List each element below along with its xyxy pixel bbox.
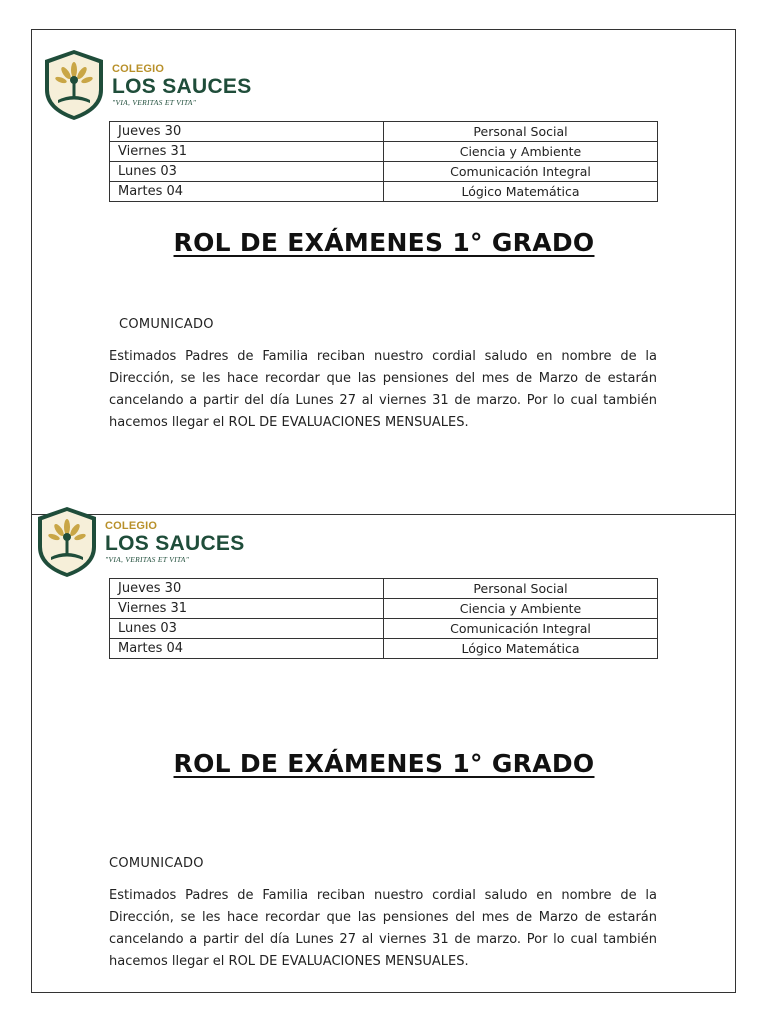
exam-schedule-table — [109, 121, 658, 202]
logo-motto: "VIA, VERITAS ET VITA" — [112, 97, 197, 107]
table-row — [110, 142, 658, 162]
school-logo — [42, 48, 252, 122]
school-crest-icon — [35, 505, 99, 579]
logo-school-name: LOS SAUCES — [112, 74, 252, 98]
table-row — [110, 162, 658, 182]
page-title: ROL DE EXÁMENES 1° GRADO — [173, 228, 595, 257]
notice-heading: COMUNICADO — [119, 317, 214, 332]
exam-schedule-table — [109, 578, 658, 659]
exam-day: Jueves 30 — [110, 579, 384, 599]
exam-subject: Comunicación Integral — [384, 619, 658, 639]
exam-subject: Lógico Matemática — [384, 182, 658, 202]
table-row — [110, 122, 658, 142]
table-row — [110, 619, 658, 639]
logo-school-label: COLEGIO — [112, 62, 165, 75]
table-row — [110, 579, 658, 599]
logo-motto: "VIA, VERITAS ET VITA" — [105, 554, 190, 564]
school-logo — [35, 505, 245, 579]
exam-day: Viernes 31 — [110, 142, 384, 162]
exam-day: Martes 04 — [110, 182, 384, 202]
notice-heading: COMUNICADO — [109, 856, 204, 871]
exam-subject: Lógico Matemática — [384, 639, 658, 659]
exam-subject: Personal Social — [384, 579, 658, 599]
exam-subject: Comunicación Integral — [384, 162, 658, 182]
school-crest-icon — [42, 48, 106, 122]
exam-subject: Ciencia y Ambiente — [384, 142, 658, 162]
exam-day: Martes 04 — [110, 639, 384, 659]
exam-day: Lunes 03 — [110, 162, 384, 182]
notice-body: Estimados Padres de Familia reciban nuestro cordial saludo en nombre de la Dirección, se les hace recordar que las pensiones del mes de Marzo de estarán cancelando a partir del día Lunes 27 al viernes 31 de marzo. Por lo cual también hacemos llegar el ROL DE EVALUACIONES MENSUALES. — [109, 349, 657, 430]
table-row — [110, 182, 658, 202]
exam-day: Viernes 31 — [110, 599, 384, 619]
exam-day: Jueves 30 — [110, 122, 384, 142]
page-title: ROL DE EXÁMENES 1° GRADO — [173, 749, 595, 778]
logo-school-name: LOS SAUCES — [105, 531, 245, 555]
exam-subject: Personal Social — [384, 122, 658, 142]
table-row — [110, 639, 658, 659]
table-row — [110, 599, 658, 619]
notice-body: Estimados Padres de Familia reciban nuestro cordial saludo en nombre de la Dirección, se les hace recordar que las pensiones del mes de Marzo de estarán cancelando a partir del día Lunes 27 al viernes 31 de marzo. Por lo cual también hacemos llegar el ROL DE EVALUACIONES MENSUALES. — [109, 888, 657, 969]
exam-subject: Ciencia y Ambiente — [384, 599, 658, 619]
logo-school-label: COLEGIO — [105, 519, 158, 532]
exam-day: Lunes 03 — [110, 619, 384, 639]
